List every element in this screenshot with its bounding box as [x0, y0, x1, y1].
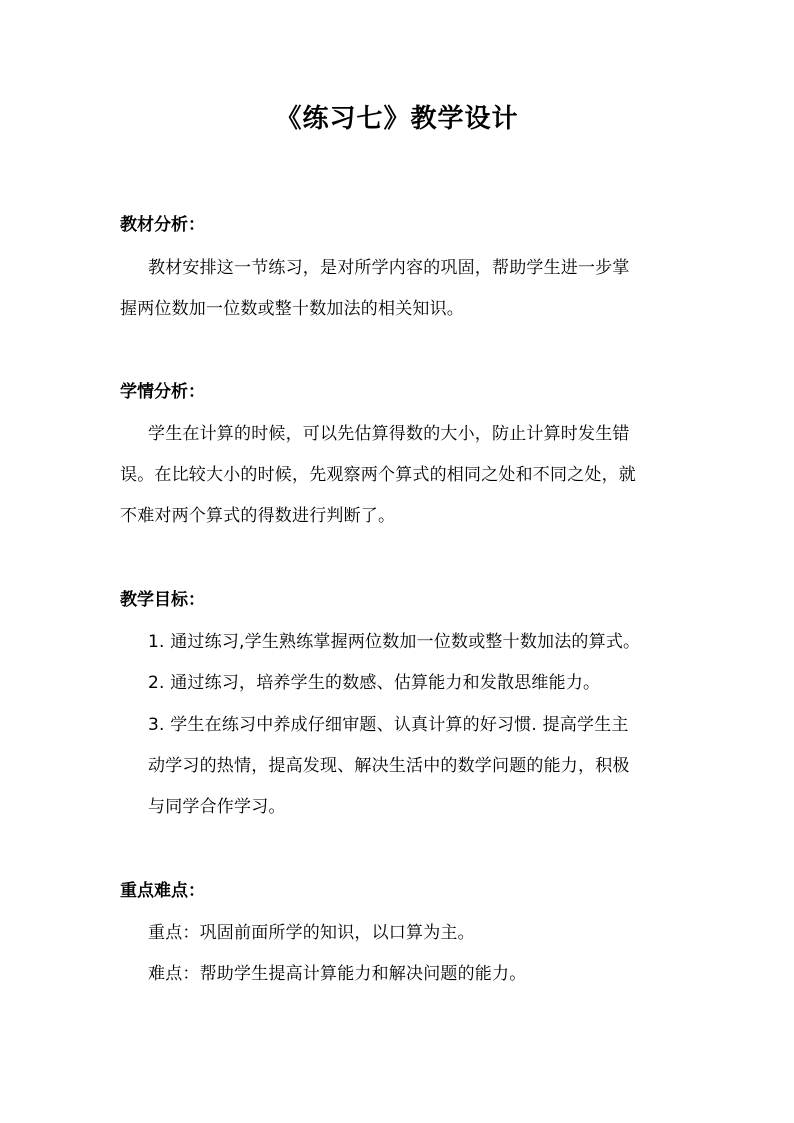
section-heading-materials: 教材分析：: [120, 215, 205, 235]
goals-line: 2. 通过练习，培养学生的数感、估算能力和发散思维能力。: [148, 673, 601, 693]
section-heading-key-points: 重点难点：: [120, 881, 205, 901]
difficulty-line: 难点：帮助学生提高计算能力和解决问题的能力。: [148, 964, 527, 984]
document-title: 《练习七》教学设计: [275, 104, 519, 134]
materials-line: 握两位数加一位数或整十数加法的相关知识。: [120, 299, 464, 319]
goals-line: 与同学合作学习。: [148, 797, 286, 817]
materials-line: 教材安排这一节练习，是对所学内容的巩固，帮助学生进一步掌: [148, 258, 630, 278]
goals-line: 3. 学生在练习中养成仔细审题、认真计算的好习惯. 提高学生主: [148, 715, 629, 735]
students-line: 误。在比较大小的时候，先观察两个算式的相同之处和不同之处，就: [120, 465, 636, 485]
section-heading-goals: 教学目标：: [120, 590, 205, 610]
key-point-line: 重点：巩固前面所学的知识，以口算为主。: [148, 923, 475, 943]
students-line: 不难对两个算式的得数进行判断了。: [120, 506, 396, 526]
goals-line: 动学习的热情，提高发现、解决生活中的数学问题的能力，积极: [148, 756, 630, 776]
students-line: 学生在计算的时候，可以先估算得数的大小，防止计算时发生错: [148, 424, 630, 444]
section-heading-students: 学情分析：: [120, 382, 205, 402]
goals-line: 1. 通过练习,学生熟练掌握两位数加一位数或整十数加法的算式。: [148, 632, 641, 652]
